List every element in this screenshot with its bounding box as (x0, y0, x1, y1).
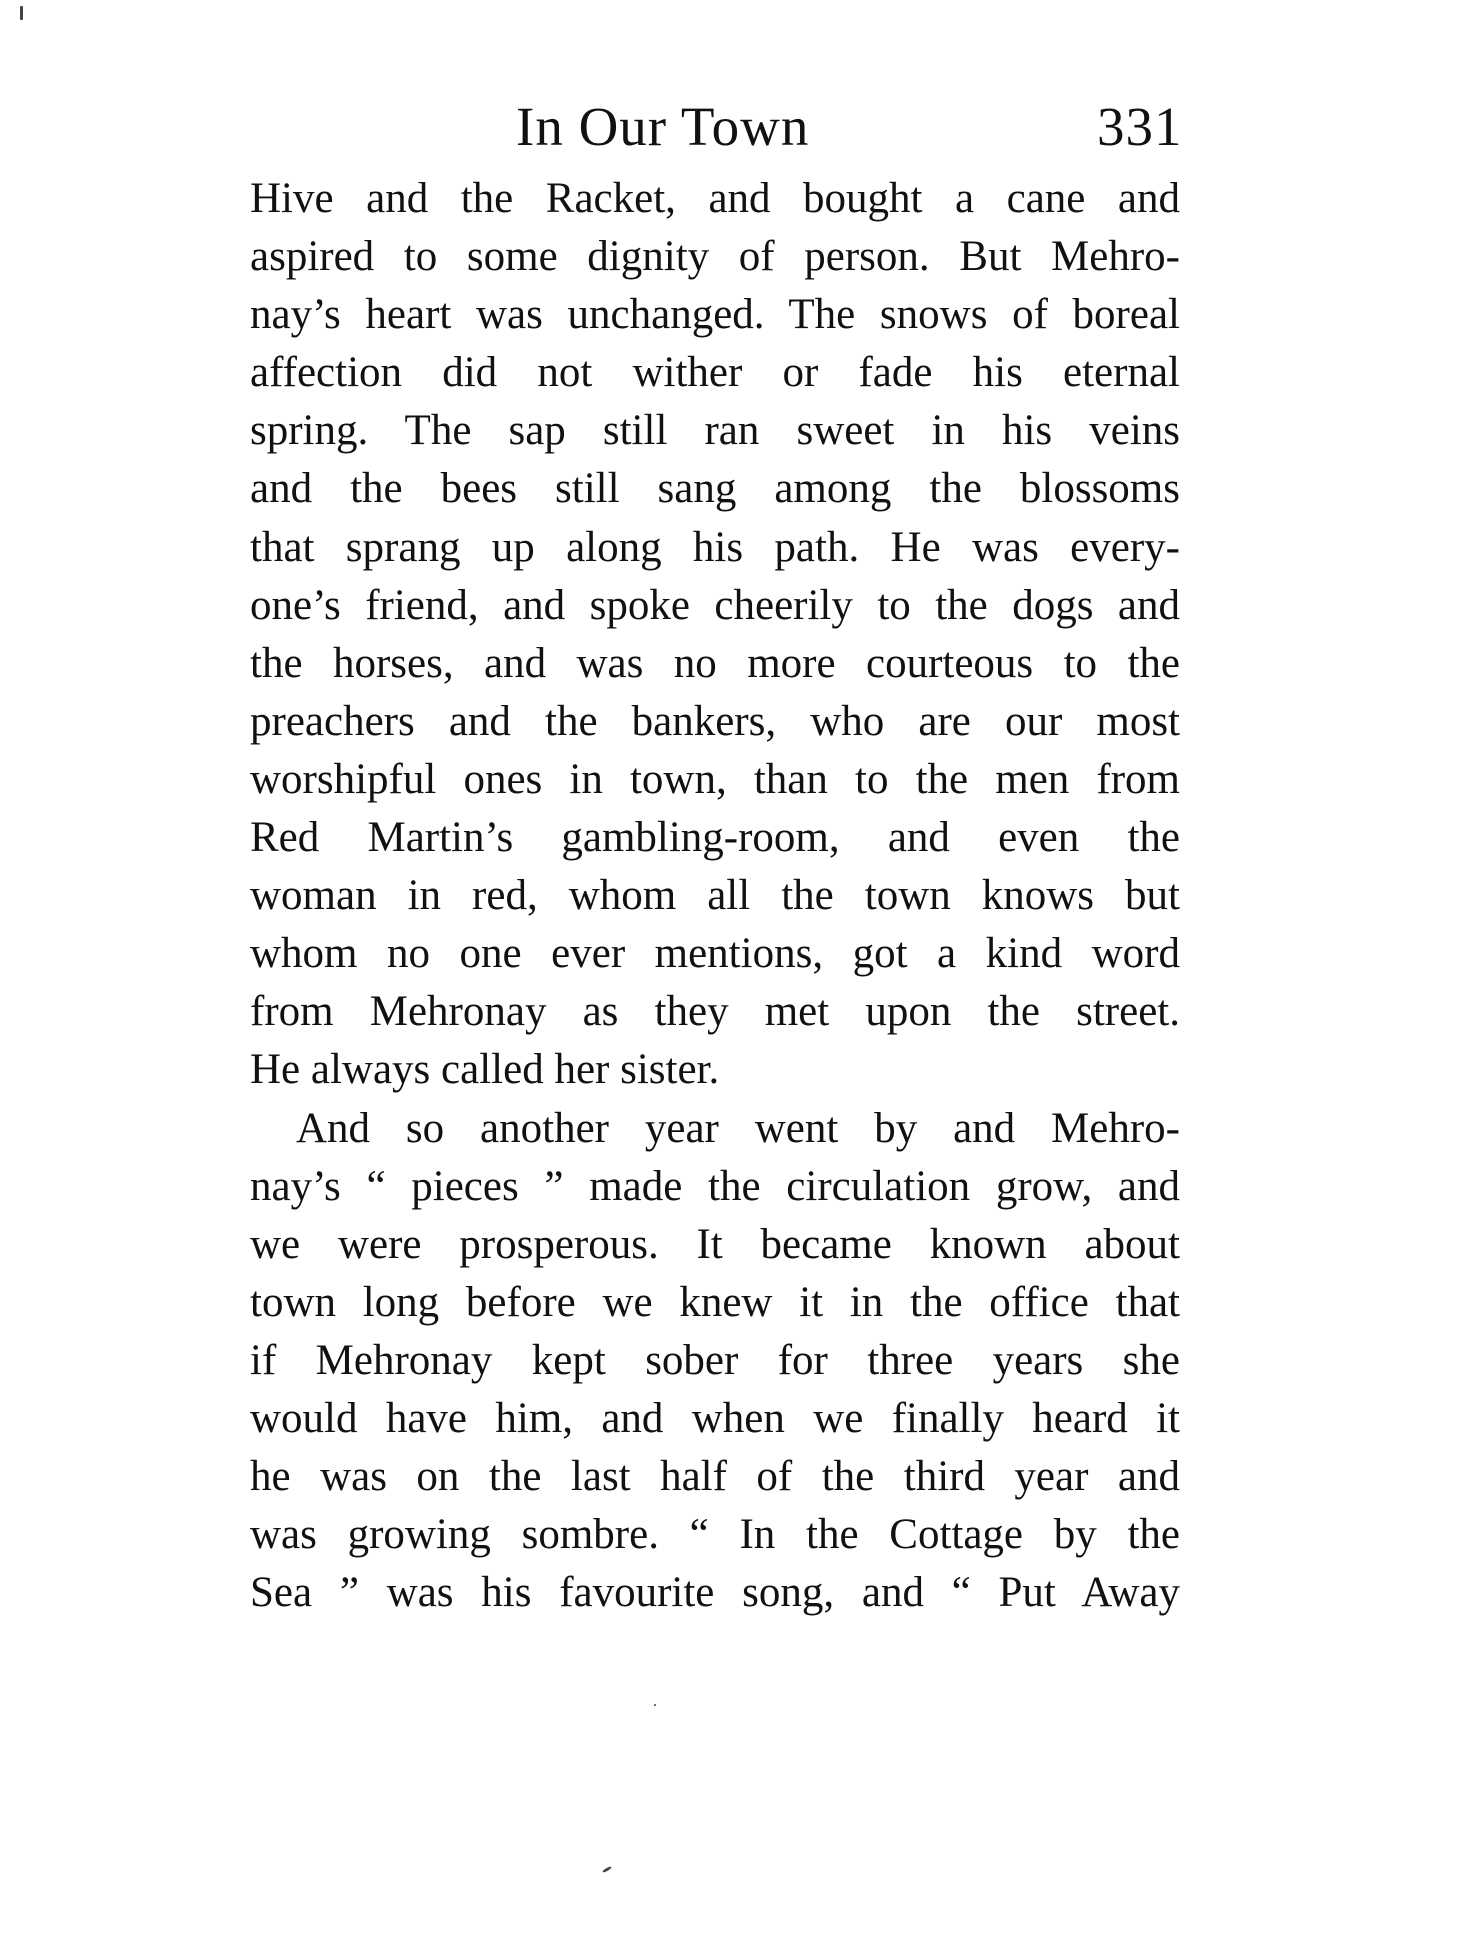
text-line: Sea ” was his favourite song, and “ Put Away (250, 1569, 1180, 1617)
text-line: whom no one ever mentions, got a kind word (250, 930, 1180, 978)
text-line: spring. The sap still ran sweet in his veins (250, 407, 1180, 455)
text-line: from Mehronay as they met upon the street. (250, 988, 1180, 1036)
text-line: one’s friend, and spoke cheerily to the dogs and (250, 581, 1180, 629)
text-line: preachers and the bankers, who are our most (250, 697, 1180, 745)
paragraph-1 (250, 170, 1180, 1100)
text-line: nay’s “ pieces ” made the circulation grow, and (250, 1162, 1180, 1210)
running-title: In Our Town (516, 96, 810, 157)
text-line: if Mehronay kept sober for three years she (250, 1336, 1180, 1384)
text-line: would have him, and when we finally heard it (250, 1394, 1180, 1442)
scan-speck (602, 1866, 612, 1874)
body-text (250, 170, 1180, 1622)
text-line: Hive and the Racket, and bought a cane and (250, 175, 1180, 222)
text-line: worshipful ones in town, than to the men from (250, 755, 1180, 803)
text-line: we were prosperous. It became known about (250, 1220, 1180, 1268)
paragraph-2 (250, 1100, 1180, 1623)
text-line: and the bees still sang among the blossoms (250, 465, 1180, 513)
scan-speck (20, 6, 23, 20)
text-line: that sprang up along his path. He was every- (250, 523, 1180, 571)
text-line: nay’s heart was unchanged. The snows of boreal (250, 291, 1180, 339)
text-line: He always called her sister. (250, 1046, 720, 1094)
text-line: the horses, and was no more courteous to the (250, 639, 1180, 687)
text-line: was growing sombre. “ In the Cottage by the (250, 1511, 1180, 1559)
page-number: 331 (1097, 96, 1183, 157)
text-line: And so another year went by and Mehro- (296, 1104, 1180, 1152)
text-line: woman in red, whom all the town knows but (250, 872, 1180, 920)
scan-speck (654, 1704, 656, 1706)
text-line: town long before we knew it in the office that (250, 1278, 1180, 1326)
text-line: affection did not wither or fade his eternal (250, 349, 1180, 397)
text-line: he was on the last half of the third year and (250, 1453, 1180, 1501)
text-line: aspired to some dignity of person. But Mehro- (250, 233, 1180, 281)
text-line: Red Martin’s gambling-room, and even the (250, 814, 1180, 862)
